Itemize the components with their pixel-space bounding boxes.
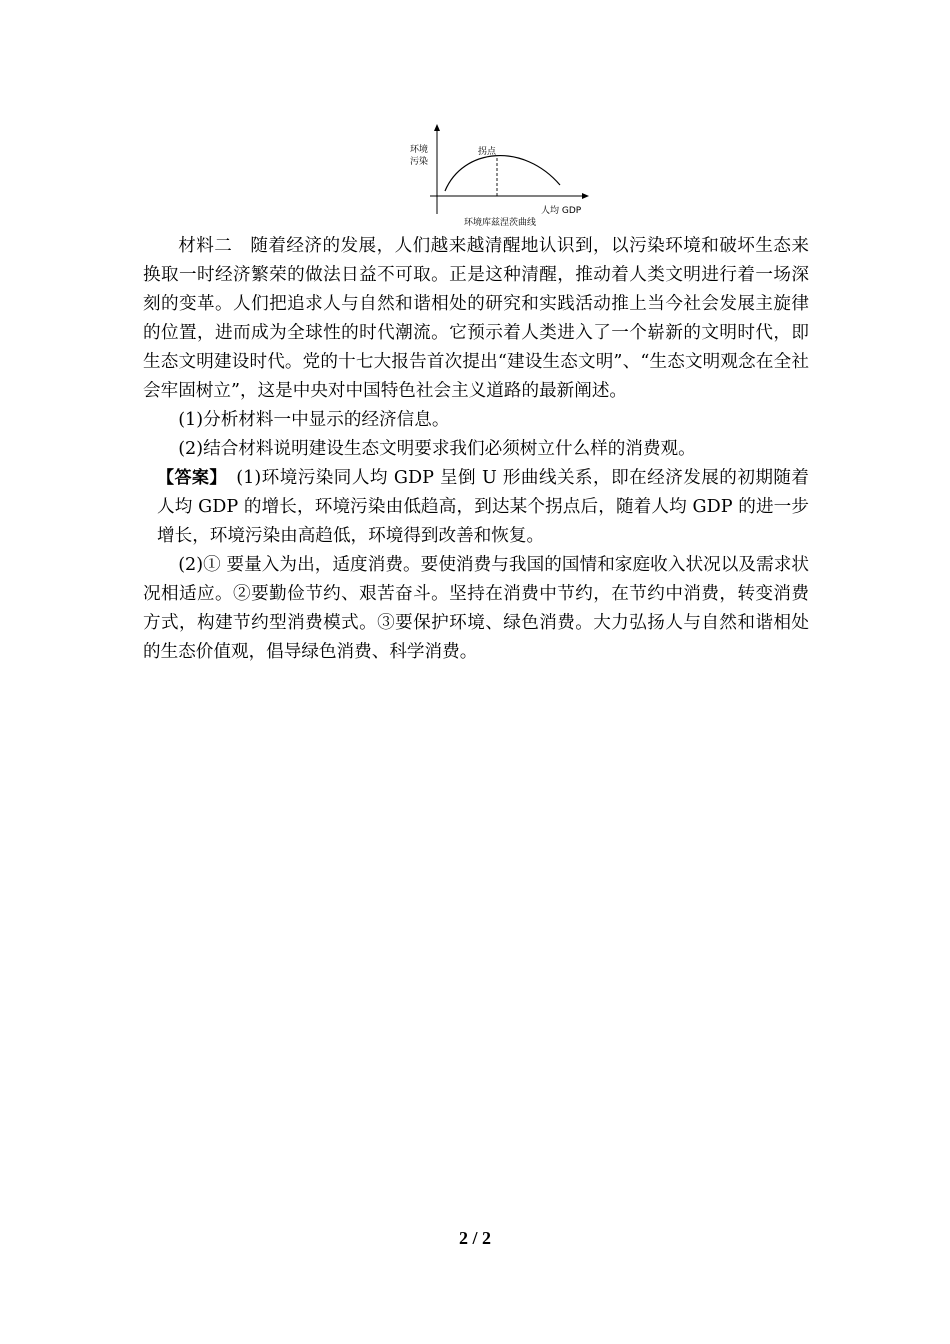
- y-axis-label-1: 环境: [410, 145, 429, 155]
- answer-text-1: (1)环境污染同人均 GDP 呈倒 U 形曲线关系，即在经济发展的初期随着人均 GDP 的增长，环境污染由低趋高，到达某个拐点后，随着人均 GDP 的进一步增长，环境污染由高趋低，环境得到改善和恢复。: [157, 468, 810, 546]
- question-two: (2)结合材料说明建设生态文明要求我们必须树立什么样的消费观。: [178, 439, 696, 459]
- answer-tag: 【答案】: [157, 468, 219, 488]
- answer-paragraph-2: (2)① 要量入为出，适度消费。要使消费与我国的国情和家庭收入状况以及需求状况相适应。②要勤俭节约、艰苦奋斗。坚持在消费中节约，在节约中消费，转变消费方式，构建节约型消费模式。③要保护环境、绿色消费。大力弘扬人与自然和谐相处的生态价值观，倡导绿色消费、科学消费。: [143, 555, 809, 662]
- page-number: 2 / 2: [458, 1228, 491, 1248]
- kuznets-curve-figure: [408, 122, 592, 228]
- turning-point-label: 拐点: [478, 147, 497, 157]
- x-axis-label: 人均 GDP: [541, 206, 582, 216]
- question-content: [143, 232, 809, 667]
- material-two-paragraph: 材料二 随着经济的发展，人们越来越清醒地认识到，以污染环境和破坏生态来换取一时经济繁荣的做法日益不可取。正是这种清醒，推动着人类文明进行着一场深刻的变革。人们把追求人与自然和谐相处的研究和实践活动推上当今社会发展主旋律的位置，进而成为全球性的时代潮流。它预示着人类进入了一个崭新的文明时代，即生态文明建设时代。党的十七大报告首次提出“建设生态文明”、“生态文明观念在全社会牢固树立”，这是中央对中国特色社会主义道路的最新阐述。: [143, 236, 809, 401]
- kuznets-curve-svg: [408, 122, 592, 228]
- question-one: (1)分析材料一中显示的经济信息。: [178, 410, 450, 430]
- inverted-u-curve: [445, 156, 560, 191]
- y-axis-label-2: 污染: [410, 157, 429, 167]
- answer-paragraph-1: [143, 464, 809, 551]
- x-axis-arrow: [582, 193, 589, 199]
- y-axis-arrow: [434, 124, 440, 131]
- figure-caption: 环境库兹涅茨曲线: [464, 218, 537, 228]
